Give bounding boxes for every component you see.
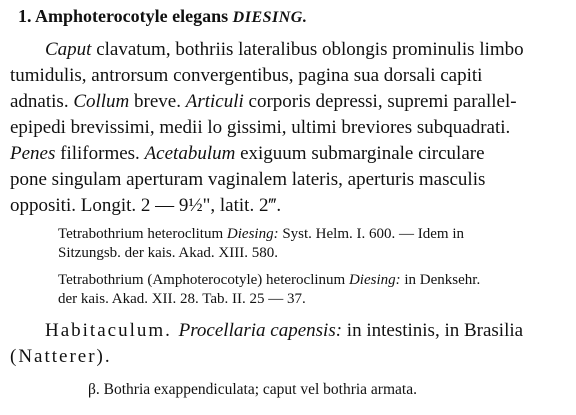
species-number: 1. <box>18 6 32 26</box>
subsection-heading <box>88 381 417 399</box>
host-name: Procellaria capensis: <box>178 320 343 341</box>
description-line-3 <box>10 92 562 111</box>
text-span: epipedi brevissimi, medii lo gissimi, ultimi breviores subquadrati. <box>10 117 511 138</box>
description-line-6 <box>10 170 562 189</box>
description-line-1 <box>45 40 562 59</box>
term-collum: Collum <box>73 91 130 112</box>
text-span: tumidulis, antrorsum convergentibus, pagina sua dorsali capiti <box>10 65 483 86</box>
text-span: Tetrabothrium (Amphoterocotyle) heteroclinum <box>58 272 349 288</box>
species-heading <box>18 6 307 27</box>
text-span: filiformes. <box>55 143 145 164</box>
description-line-2 <box>10 66 562 85</box>
synonym-2-line-1 <box>58 272 480 289</box>
species-author: DIESING. <box>232 9 308 26</box>
text-span: Tetrabothrium heteroclitum <box>58 226 227 242</box>
text-span: Syst. Helm. I. 600. — Idem in <box>278 226 464 242</box>
synonym-author: Diesing: <box>226 226 279 242</box>
synonym-1-line-1 <box>58 226 464 243</box>
term-acetabulum: Acetabulum <box>144 143 236 164</box>
synonym-1-line-2 <box>58 245 278 262</box>
term-penes: Penes <box>10 143 56 164</box>
text-span: Sitzungsb. der kais. Akad. XIII. 580. <box>58 245 278 261</box>
text-span: der kais. Akad. XII. 28. Tab. II. 25 — 37. <box>58 291 306 307</box>
collector: (Natterer). <box>10 346 112 367</box>
text-span: in intestinis, in Brasilia <box>342 320 524 341</box>
term-articuli: Articuli <box>185 91 244 112</box>
text-span: clavatum, bothriis lateralibus oblongis prominulis limbo <box>91 39 524 60</box>
text-span: breve. <box>129 91 186 112</box>
text-span: β. Bothria exappendiculata; caput vel bothria armata. <box>88 381 417 398</box>
species-name: Amphoterocotyle elegans <box>35 6 229 26</box>
habitat-line-1 <box>45 321 523 340</box>
text-span: adnatis. <box>10 91 74 112</box>
habitat-label: Habitaculum. <box>45 320 179 341</box>
term-caput: Caput <box>45 39 92 60</box>
synonym-author: Diesing: <box>348 272 401 288</box>
habitat-line-2 <box>10 347 112 366</box>
synonym-2-line-2 <box>58 291 306 308</box>
text-span: exiguum submarginale circulare <box>235 143 485 164</box>
description-line-4 <box>10 118 562 137</box>
text-span: oppositi. Longit. 2 — 9½", latit. 2‴. <box>10 195 282 216</box>
description-line-5 <box>10 144 562 163</box>
text-span: corporis depressi, supremi parallel- <box>243 91 517 112</box>
description-line-7 <box>10 196 281 215</box>
text-span: in Denksehr. <box>400 272 481 288</box>
text-span: pone singulam aperturam vaginalem lateris, aperturis masculis <box>10 169 486 190</box>
